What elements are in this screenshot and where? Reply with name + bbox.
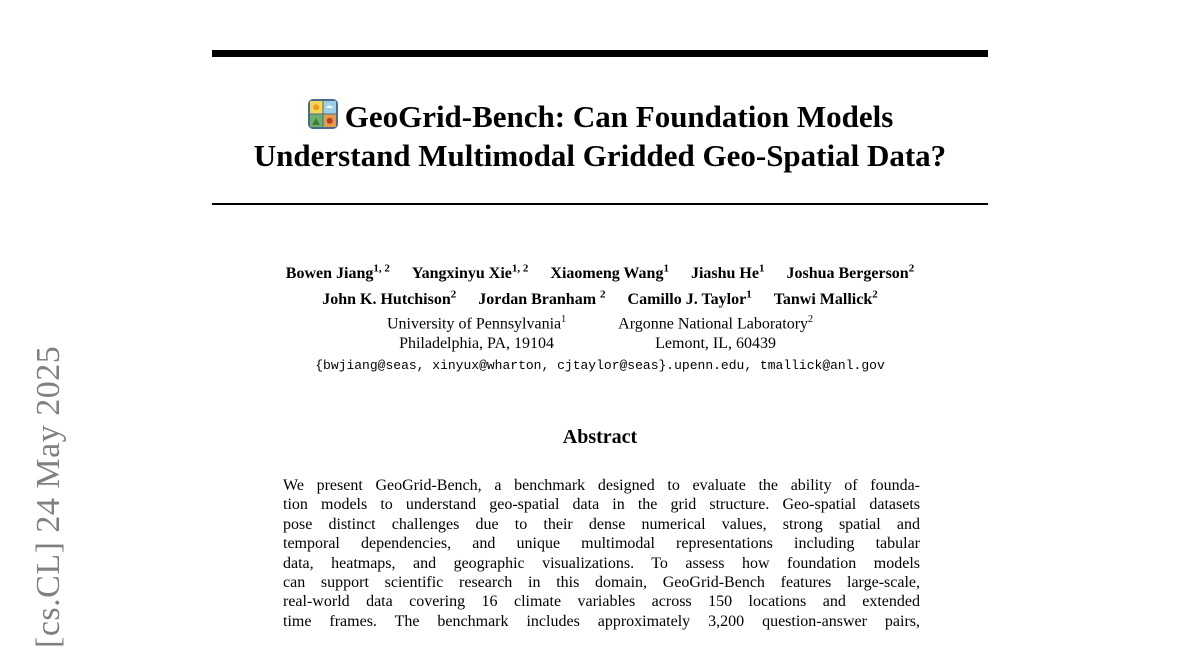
author-emails: {bwjiang@seas, xinyux@wharton, cjtaylor@seas}.upenn.edu, tmallick@anl.gov	[315, 357, 885, 373]
author-name: Camillo J. Taylor$^1$	[627, 288, 752, 308]
author-name: Yangxinyu Xie$^{1, 2}$	[411, 263, 529, 283]
affiliation-argonne: Argonne National Laboratory$^2$ Lemont, IL, 60439	[618, 313, 814, 352]
author-name: John K. Hutchison$^2$	[322, 288, 457, 308]
author-name: Xiaomeng Wang$^1$	[550, 263, 669, 283]
title-line-1: GeoGrid-Bench: Can Foundation Models	[212, 97, 988, 136]
author-name: Jordan Branham $^2$	[478, 288, 606, 308]
abstract-line: can support scientific research in this domain, GeoGrid-Bench features large-scale,	[283, 574, 920, 592]
abstract-line: We present GeoGrid-Bench, a benchmark designed to evaluate the ability of founda-	[283, 477, 920, 494]
abstract-text	[283, 476, 920, 631]
abstract-line: pose distinct challenges due to their dense numerical values, strong spatial and	[283, 515, 920, 533]
author-block	[212, 259, 988, 376]
affiliation-row	[212, 310, 988, 354]
title-line-2: Understand Multimodal Gridded Geo-Spatial Data?	[253, 138, 947, 173]
author-name: Bowen Jiang$^{1, 2}$	[285, 263, 390, 283]
title-top-rule	[212, 50, 988, 57]
author-line-1	[212, 259, 988, 284]
abstract-line: time frames. The benchmark includes approximately 3,200 question-answer pairs,	[283, 612, 920, 630]
affiliation-upenn: University of Pennsylvania$^1$ Philadelphia, PA, 19104	[386, 313, 567, 352]
geogrid-logo-icon	[307, 98, 339, 130]
abstract-line: data, heatmaps, and geographic visualizations. To assess how foundation models	[283, 554, 920, 572]
paper-title	[212, 97, 988, 175]
author-name: Tanwi Mallick$^2$	[773, 288, 878, 308]
author-name: Jiashu He$^1$	[690, 263, 765, 283]
abstract-line: temporal dependencies, and unique multimodal representations including tabular	[283, 535, 920, 553]
author-line-2	[212, 284, 988, 309]
title-bottom-rule	[212, 203, 988, 205]
abstract-line: tion models to understand geo-spatial data in the grid structure. Geo-spatial datasets	[283, 496, 920, 514]
arxiv-side-stamp: [cs.CL] 24 May 2025	[30, 345, 67, 648]
author-name: Joshua Bergerson$^2$	[786, 263, 915, 283]
abstract-heading: Abstract	[562, 426, 638, 448]
abstract-line: real-world data covering 16 climate variables across 150 locations and extended	[283, 593, 920, 611]
